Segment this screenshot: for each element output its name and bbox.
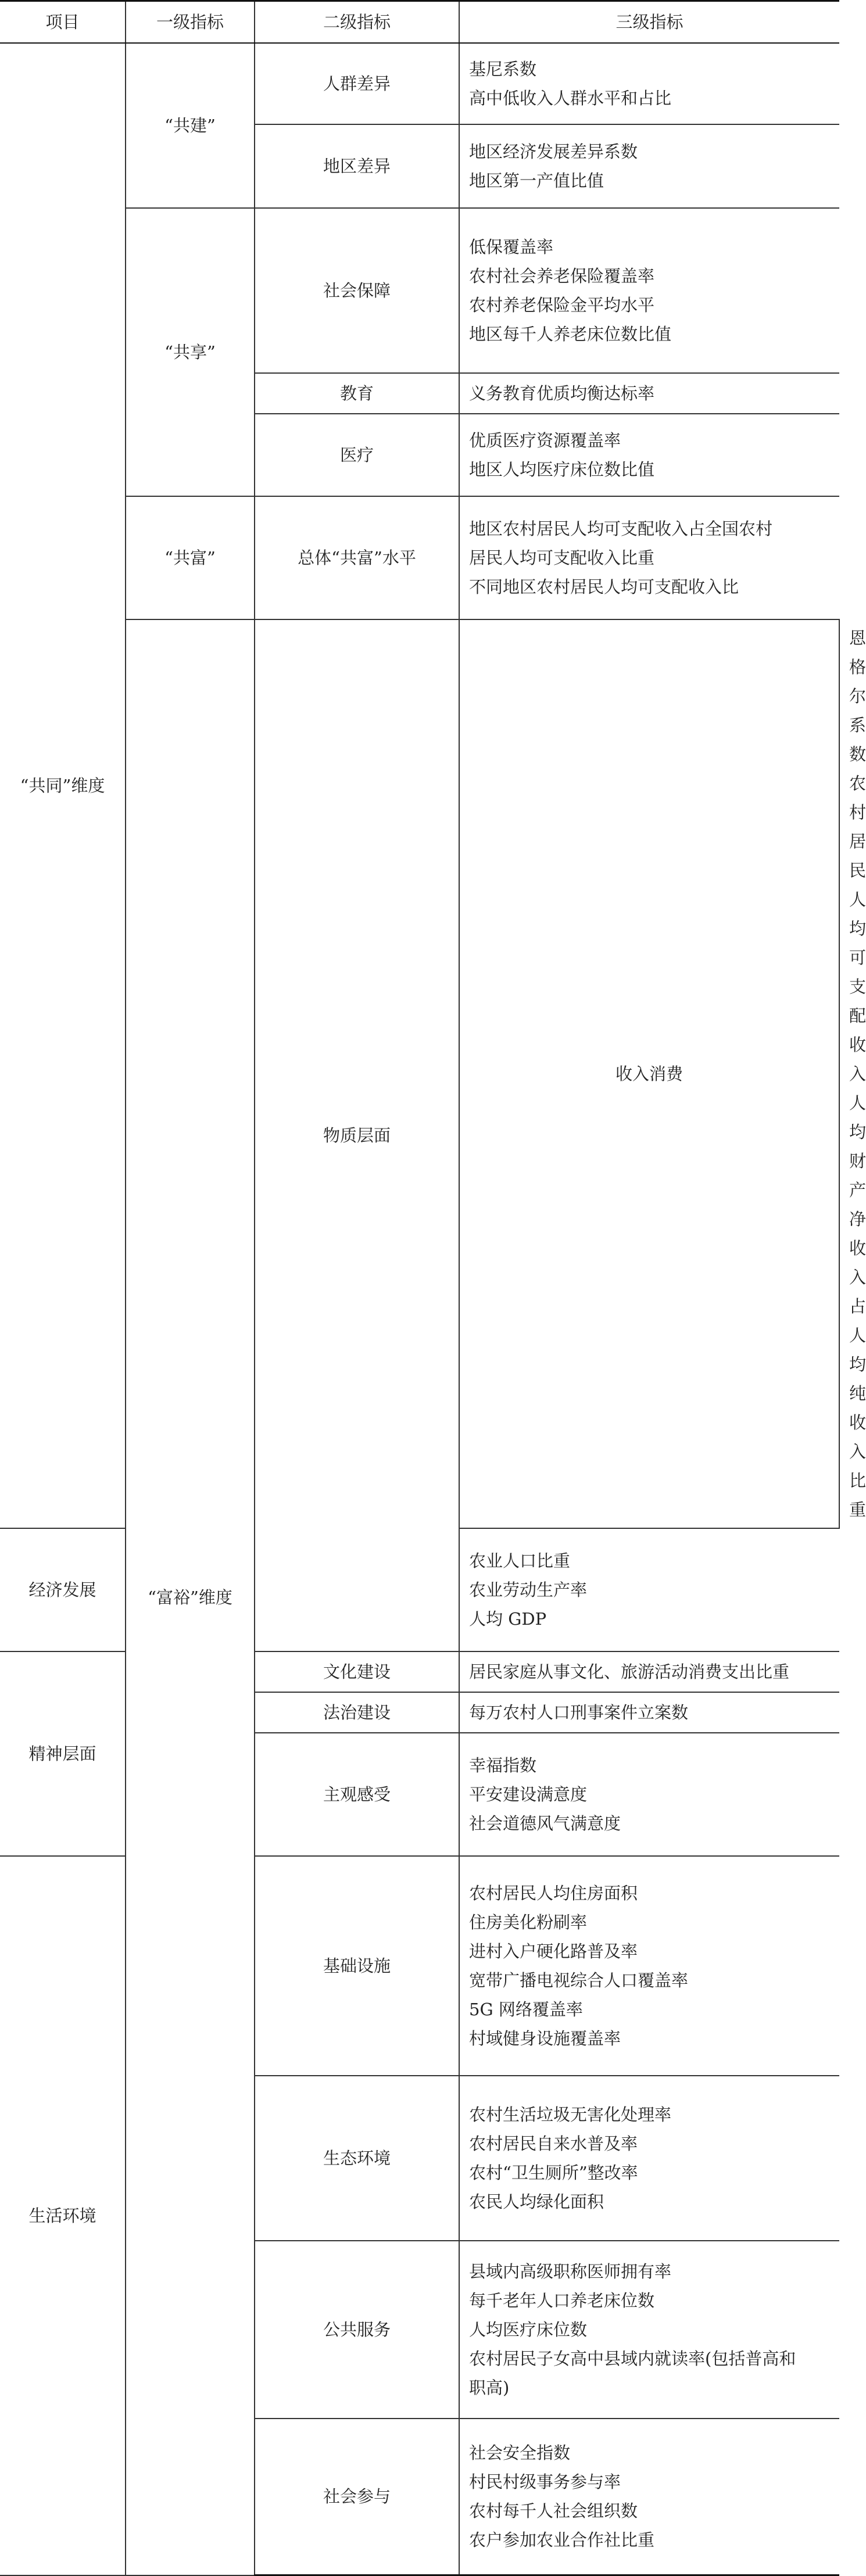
indicator-cell bbox=[459, 496, 839, 619]
indicator-item: 村民村级事务参与率 bbox=[469, 2472, 621, 2492]
indicator-item: 农村生活垃圾无害化处理率 bbox=[469, 2104, 672, 2124]
indicator-item: 农村“卫生厕所”整改率 bbox=[469, 2162, 638, 2183]
indicator-item: 进村入户硬化路普及率 bbox=[469, 1941, 638, 1961]
indicator-item: 每万农村人口刑事案件立案数 bbox=[469, 1702, 689, 1722]
indicator-item: 人均 GDP bbox=[469, 1608, 547, 1629]
indicator-item: 农村居民自来水普及率 bbox=[469, 2133, 638, 2154]
indicator-cell bbox=[459, 2419, 839, 2575]
indicator-cell bbox=[459, 2241, 839, 2419]
indicator-cell bbox=[459, 208, 839, 373]
level2-cell: 总体“共富”水平 bbox=[255, 496, 459, 619]
indicator-cell bbox=[459, 1692, 839, 1733]
indicator-item: 农村社会养老保险覆盖率 bbox=[469, 266, 655, 286]
level2-cell: 文化建设 bbox=[255, 1651, 459, 1692]
indicator-cell bbox=[459, 414, 839, 496]
indicator-cell bbox=[459, 43, 839, 124]
level2-cell: 主观感受 bbox=[255, 1733, 459, 1856]
indicator-cell bbox=[459, 1733, 839, 1856]
indicator-cell bbox=[459, 1856, 839, 2076]
indicator-item: 农业劳动生产率 bbox=[469, 1579, 588, 1600]
indicator-item: 平安建设满意度 bbox=[469, 1784, 588, 1804]
indicator-cell bbox=[459, 1651, 839, 1692]
indicator-item: 地区人均医疗床位数比值 bbox=[469, 459, 655, 479]
level2-cell: 生态环境 bbox=[255, 2076, 459, 2241]
indicator-cell bbox=[459, 373, 839, 414]
indicator-item: 村域健身设施覆盖率 bbox=[469, 2028, 621, 2048]
level2-cell: 医疗 bbox=[255, 414, 459, 496]
table-row bbox=[0, 43, 839, 124]
indicator-item: 住房美化粉刷率 bbox=[469, 1912, 588, 1932]
indicator-item: 不同地区农村居民人均可支配收入比 bbox=[469, 576, 739, 597]
indicator-cell bbox=[459, 1528, 839, 1651]
indicator-item: 地区经济发展差异系数 bbox=[469, 141, 638, 162]
table-row bbox=[0, 496, 839, 619]
indicator-item: 县域内高级职称医师拥有率 bbox=[469, 2261, 672, 2281]
level1-cell: 精神层面 bbox=[0, 1651, 126, 1856]
indicator-item: 社会安全指数 bbox=[469, 2443, 571, 2463]
level1-cell: 生活环境 bbox=[0, 1856, 126, 2575]
indicator-item: 地区每千人养老床位数比值 bbox=[469, 324, 672, 344]
indicator-item: 地区农村居民人均可支配收入占全国农村 bbox=[469, 518, 773, 539]
dimension-cell: “共同”维度 bbox=[0, 43, 126, 1528]
indicator-item: 人均医疗床位数 bbox=[469, 2319, 588, 2339]
indicator-item: 农村养老保险金平均水平 bbox=[469, 295, 655, 315]
indicator-item: 居民家庭从事文化、旅游活动消费支出比重 bbox=[469, 1661, 790, 1682]
indicator-cell bbox=[459, 2076, 839, 2241]
indicator-item: 幸福指数 bbox=[469, 1755, 537, 1775]
level2-cell: 社会保障 bbox=[255, 208, 459, 373]
indicator-item: 地区第一产值比值 bbox=[469, 170, 604, 191]
table-row bbox=[0, 208, 839, 373]
indicator-item: 农村每千人社会组织数 bbox=[469, 2501, 638, 2521]
level2-cell: 收入消费 bbox=[459, 619, 839, 1528]
indicator-item: 义务教育优质均衡达标率 bbox=[469, 383, 655, 403]
indicator-item: 农业人口比重 bbox=[469, 1550, 571, 1571]
level1-cell: 物质层面 bbox=[255, 619, 459, 1651]
header-project: 项目 bbox=[0, 1, 126, 43]
indicator-item: 农村居民子女高中县域内就读率(包括普高和 bbox=[469, 2348, 796, 2369]
level2-cell: 人群差异 bbox=[255, 43, 459, 124]
level2-cell: 教育 bbox=[255, 373, 459, 414]
level2-cell: 社会参与 bbox=[255, 2419, 459, 2575]
level2-cell: 基础设施 bbox=[255, 1856, 459, 2076]
indicator-item: 职高) bbox=[469, 2377, 510, 2398]
indicator-item: 农民人均绿化面积 bbox=[469, 2191, 604, 2212]
header-row bbox=[0, 1, 839, 43]
indicator-item: 宽带广播电视综合人口覆盖率 bbox=[469, 1970, 689, 1990]
indicator-item: 每千老年人口养老床位数 bbox=[469, 2290, 655, 2310]
table-row: “富裕”维度 物质层面 收入消费 恩格尔系数 农村居民人均可支配收入 人均财产净收入占人均纯收入比重 bbox=[0, 619, 839, 1528]
dimension-cell: “富裕”维度 bbox=[126, 619, 255, 2575]
indicator-item: 社会道德风气满意度 bbox=[469, 1813, 621, 1833]
indicator-cell bbox=[459, 124, 839, 208]
indicator-item: 居民人均可支配收入比重 bbox=[469, 547, 655, 568]
indicator-item: 低保覆盖率 bbox=[469, 237, 554, 257]
header-level3: 三级指标 bbox=[459, 1, 839, 43]
level2-cell: 公共服务 bbox=[255, 2241, 459, 2419]
level2-cell: 地区差异 bbox=[255, 124, 459, 208]
indicator-item: 基尼系数 bbox=[469, 59, 537, 79]
indicator-item: 5G 网络覆盖率 bbox=[469, 1999, 583, 2019]
level1-cell: “共建” bbox=[126, 43, 255, 208]
indicator-item: 农村居民人均住房面积 bbox=[469, 1883, 638, 1903]
level2-cell: 经济发展 bbox=[0, 1528, 126, 1651]
level2-cell: 法治建设 bbox=[255, 1692, 459, 1733]
indicator-item: 优质医疗资源覆盖率 bbox=[469, 430, 621, 450]
level1-cell: “共富” bbox=[126, 496, 255, 619]
level1-cell: “共享” bbox=[126, 208, 255, 496]
header-level2: 二级指标 bbox=[255, 1, 459, 43]
indicator-item: 高中低收入人群水平和占比 bbox=[469, 88, 672, 108]
header-level1: 一级指标 bbox=[126, 1, 255, 43]
indicator-item: 农户参加农业合作社比重 bbox=[469, 2530, 655, 2550]
